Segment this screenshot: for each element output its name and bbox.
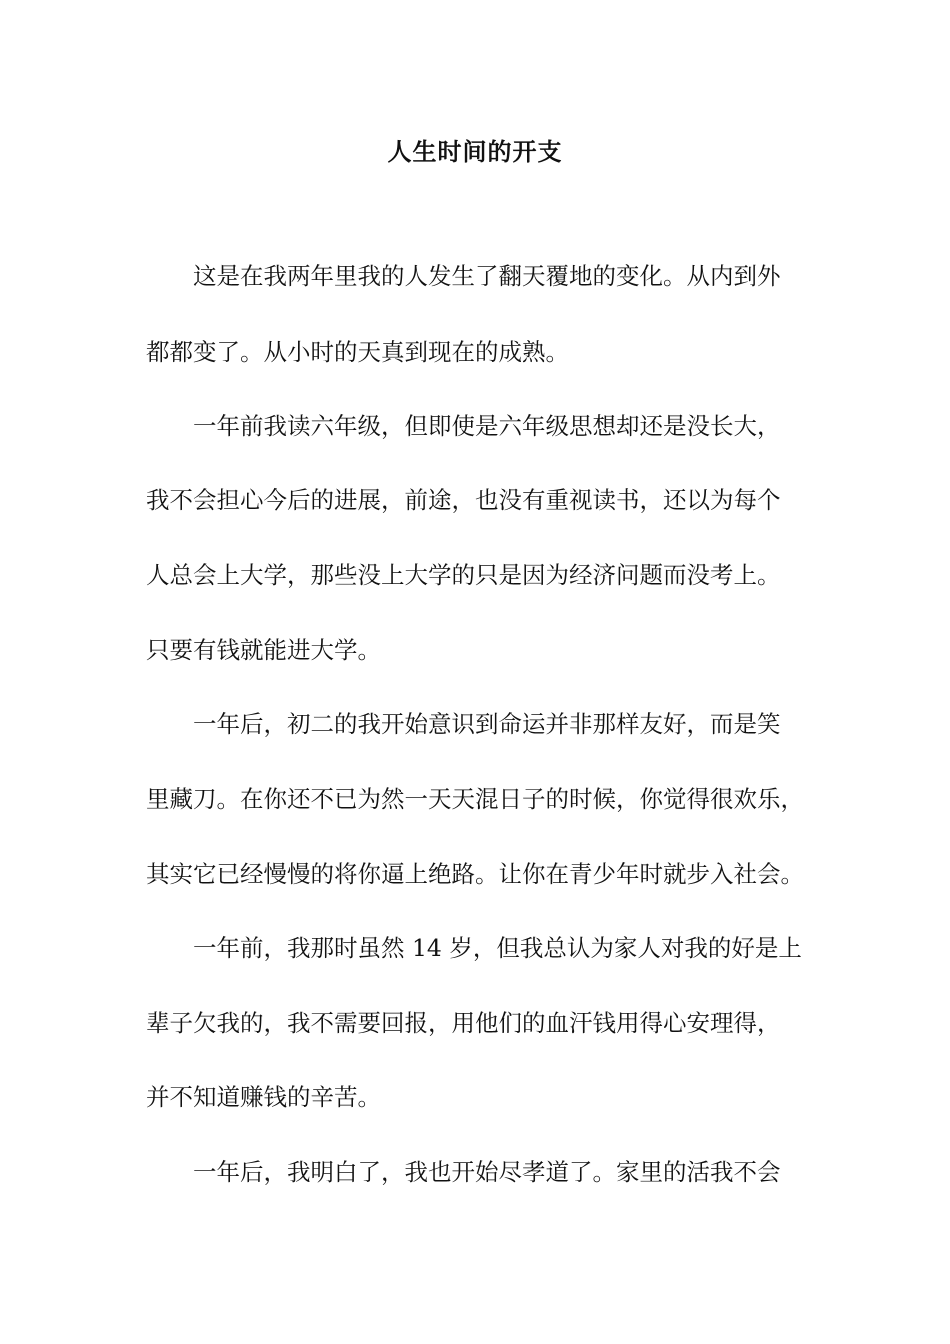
paragraph-1-line-1: 这是在我两年里我的人发生了翻天覆地的变化。从内到外: [193, 262, 781, 290]
paragraph-2-line-3: 人总会上大学，那些没上大学的只是因为经济问题而没考上。: [146, 561, 781, 589]
paragraph-4-line-2: 辈子欠我的，我不需要回报，用他们的血汗钱用得心安理得，: [146, 1009, 781, 1037]
paragraph-4-line-3: 并不知道赚钱的辛苦。: [146, 1083, 381, 1111]
paragraph-5-line-1: 一年后，我明白了，我也开始尽孝道了。家里的活我不会: [193, 1158, 781, 1186]
paragraph-1-line-2: 都都变了。从小时的天真到现在的成熟。: [146, 338, 569, 366]
paragraph-4-line-1: 一年前，我那时虽然 14 岁，但我总认为家人对我的好是上: [193, 934, 802, 962]
paragraph-2-line-4: 只要有钱就能进大学。: [146, 636, 381, 664]
paragraph-3-line-2: 里藏刀。在你还不已为然一天天混日子的时候，你觉得很欢乐，: [146, 785, 804, 813]
paragraph-3-line-3: 其实它已经慢慢的将你逼上绝路。让你在青少年时就步入社会。: [146, 860, 804, 888]
paragraph-2-line-2: 我不会担心今后的进展，前途，也没有重视读书，还以为每个: [146, 486, 781, 514]
paragraph-2-line-1: 一年前我读六年级，但即使是六年级思想却还是没长大，: [193, 412, 781, 440]
paragraph-3-line-1: 一年后，初二的我开始意识到命运并非那样友好，而是笑: [193, 710, 781, 738]
document-title: 人生时间的开支: [387, 138, 563, 166]
